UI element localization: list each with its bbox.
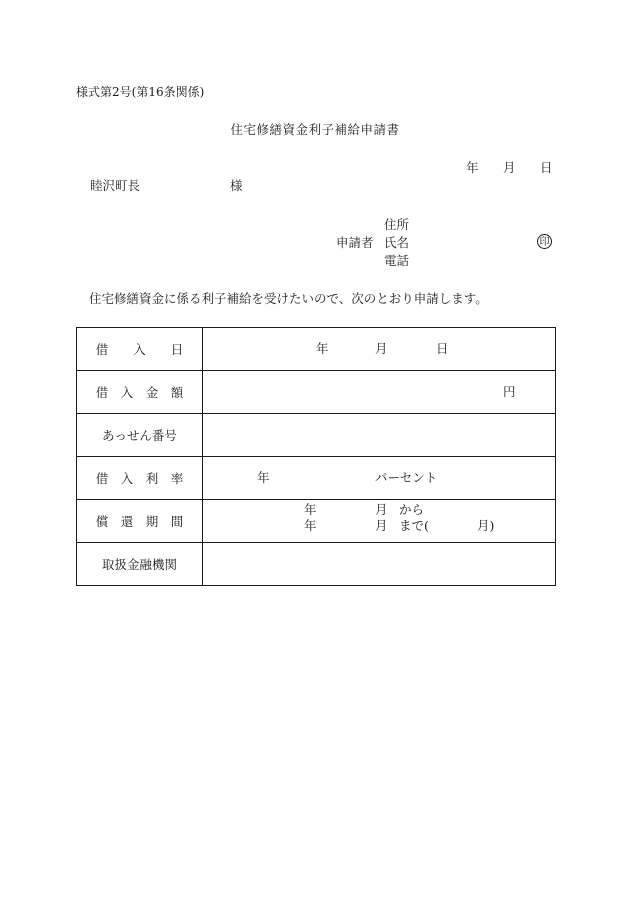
application-table bbox=[76, 327, 556, 586]
phone-label: 電話 bbox=[384, 253, 410, 268]
repayment-period-field[interactable] bbox=[203, 500, 556, 543]
date-year-label: 年 bbox=[466, 160, 479, 175]
table-row-interest-rate bbox=[77, 457, 556, 500]
name-label: 氏名 bbox=[384, 235, 410, 250]
addressee-name: 睦沢町長 bbox=[90, 178, 141, 193]
repay-until-label: まで( bbox=[399, 518, 429, 533]
seal-mark: 印 bbox=[537, 234, 552, 249]
row-label: 償 還 期 間 bbox=[77, 500, 203, 543]
table-row-repayment-period bbox=[77, 500, 556, 543]
table-row-financial-institution bbox=[77, 543, 556, 586]
repay-from-label: から bbox=[399, 502, 425, 517]
row-label: 取扱金融機関 bbox=[77, 543, 203, 586]
intro-text: 住宅修繕資金に係る利子補給を受けたいので、次のとおり申請します。 bbox=[89, 291, 488, 306]
borrow-day-label: 日 bbox=[436, 341, 449, 356]
repay-end-month-label: 月 bbox=[375, 518, 388, 533]
borrow-year-label: 年 bbox=[316, 341, 329, 356]
form-number: 様式第2号(第16条関係) bbox=[76, 85, 205, 99]
document-title: 住宅修繕資金利子補給申請書 bbox=[230, 122, 400, 137]
row-label: 借 入 日 bbox=[77, 328, 203, 371]
borrow-date-field[interactable] bbox=[203, 328, 556, 371]
table-row-borrow-date bbox=[77, 328, 556, 371]
percent-label: パーセント bbox=[375, 470, 438, 485]
repay-start-month-label: 月 bbox=[375, 502, 388, 517]
table-row-borrow-amount bbox=[77, 371, 556, 414]
address-label: 住所 bbox=[384, 217, 410, 232]
row-label: あっせん番号 bbox=[77, 414, 203, 457]
repay-start-year-label: 年 bbox=[304, 502, 317, 517]
row-label: 借 入 金 額 bbox=[77, 371, 203, 414]
row-label: 借 入 利 率 bbox=[77, 457, 203, 500]
interest-rate-field[interactable] bbox=[203, 457, 556, 500]
repay-end-year-label: 年 bbox=[304, 518, 317, 533]
date-month-label: 月 bbox=[503, 160, 516, 175]
referral-number-field[interactable] bbox=[203, 414, 556, 457]
borrow-month-label: 月 bbox=[375, 341, 388, 356]
rate-year-label: 年 bbox=[257, 470, 270, 485]
table-row-referral-number bbox=[77, 414, 556, 457]
borrow-amount-field[interactable] bbox=[203, 371, 556, 414]
applicant-label: 申請者 bbox=[336, 235, 374, 250]
date-day-label: 日 bbox=[540, 160, 553, 175]
repay-months-label: 月) bbox=[477, 518, 495, 533]
addressee-honorific: 様 bbox=[230, 178, 243, 193]
financial-institution-field[interactable] bbox=[203, 543, 556, 586]
yen-unit-label: 円 bbox=[503, 384, 516, 399]
